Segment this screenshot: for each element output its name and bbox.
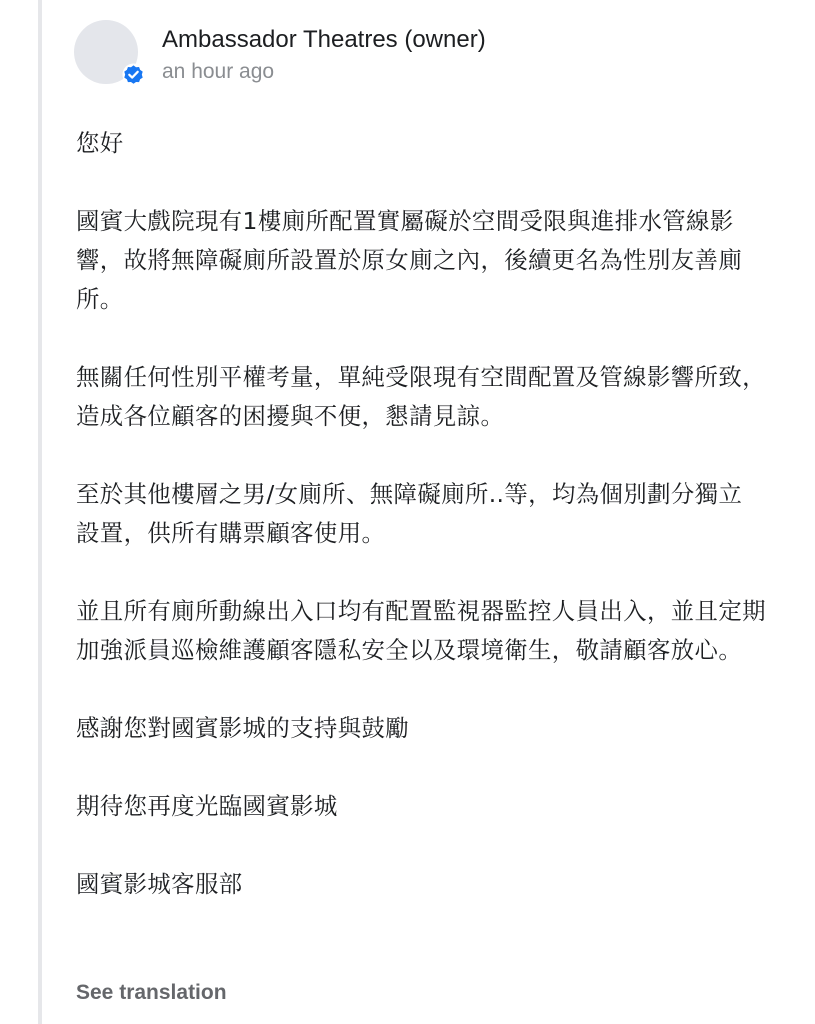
thread-line (38, 0, 42, 1024)
message-paragraph: 無關任何性別平權考量，單純受限現有空間配置及管線影響所致，造成各位顧客的困擾與不便，懇請見諒。 (76, 363, 766, 430)
author-name[interactable]: Ambassador Theatres (owner) (162, 26, 486, 53)
verified-check-icon (122, 63, 145, 86)
see-translation-link[interactable]: See translation (76, 981, 227, 1004)
message-paragraph: 您好 (76, 129, 124, 157)
message-paragraph: 國賓大戲院現有1樓廁所配置實屬礙於空間受限與進排水管線影響，故將無障礙廁所設置於原女廁之內，後續更名為性別友善廁所。 (76, 207, 743, 313)
timestamp[interactable]: an hour ago (162, 60, 275, 83)
message-paragraph: 國賓影城客服部 (76, 870, 243, 898)
message-paragraph: 並且所有廁所動線出入口均有配置監視器監控人員出入，並且定期加強派員巡檢維護顧客隱私安全以及環境衛生，敬請顧客放心。 (76, 597, 766, 664)
message-paragraph: 感謝您對國賓影城的支持與鼓勵 (76, 714, 410, 742)
message-paragraph: 至於其他樓層之男/女廁所、無障礙廁所..等，均為個別劃分獨立設置，供所有購票顧客使用。 (76, 480, 743, 547)
message-body (76, 124, 766, 943)
message-paragraph: 期待您再度光臨國賓影城 (76, 792, 338, 820)
